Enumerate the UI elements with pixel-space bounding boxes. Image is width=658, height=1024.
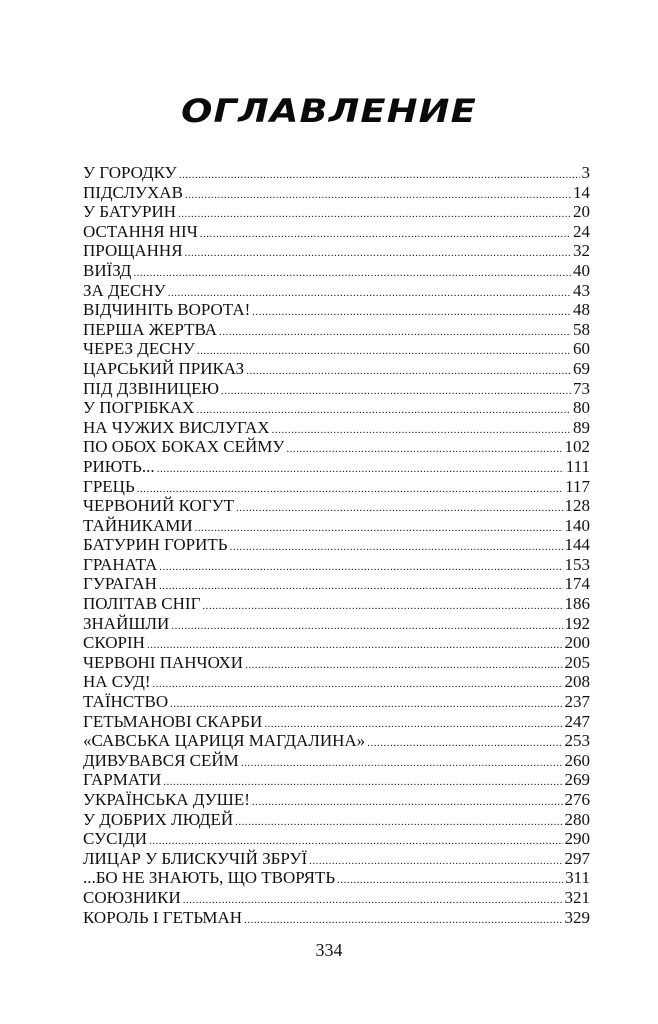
toc-entry-title: ЗА ДЕСНУ bbox=[83, 280, 166, 300]
toc-dot-leader bbox=[195, 519, 563, 539]
toc-dot-leader bbox=[185, 244, 571, 264]
toc-entry-title: ЦАРСЬКИЙ ПРИКАЗ bbox=[83, 358, 245, 378]
toc-entry-title: «САВСЬКА ЦАРИЦЯ МАГДАЛИНА» bbox=[83, 731, 366, 751]
toc-entry-title: У ПОГРІБКАХ bbox=[83, 398, 195, 418]
toc-entry-page: 205 bbox=[564, 652, 590, 672]
toc-entry-page: 3 bbox=[581, 163, 590, 182]
toc-entry-title: СУСІДИ bbox=[83, 829, 148, 849]
toc-entry bbox=[83, 712, 590, 732]
toc-dot-leader bbox=[252, 303, 571, 323]
toc-dot-leader bbox=[235, 813, 562, 833]
toc-entry bbox=[83, 770, 590, 790]
toc-entry bbox=[83, 163, 590, 183]
toc-entry-page: 237 bbox=[564, 692, 590, 712]
toc-entry bbox=[83, 281, 590, 301]
toc-entry-title: ЗНАЙШЛИ bbox=[83, 613, 170, 633]
toc-entry-title: У ДОБРИХ ЛЮДЕЙ bbox=[83, 809, 234, 829]
toc-entry bbox=[83, 202, 590, 222]
toc-entry bbox=[83, 457, 590, 477]
toc-entry-page: 117 bbox=[565, 476, 590, 496]
toc-entry-title: СКОРІН bbox=[83, 633, 145, 653]
toc-entry-title: ВИЇЗД bbox=[83, 260, 132, 280]
toc-entry bbox=[83, 320, 590, 340]
toc-dot-leader bbox=[221, 382, 571, 402]
toc-entry-page: 80 bbox=[573, 398, 590, 418]
toc-dot-leader bbox=[252, 793, 563, 813]
toc-entry-page: 253 bbox=[564, 731, 590, 751]
toc-dot-leader bbox=[197, 342, 571, 362]
toc-entry-page: 311 bbox=[565, 868, 590, 888]
toc-entry-title: ...БО НЕ ЗНАЮТЬ, ЩО ТВОРЯТЬ bbox=[83, 868, 336, 888]
toc-entry bbox=[83, 731, 590, 751]
toc-dot-leader bbox=[236, 499, 562, 519]
toc-entry-title: НА ЧУЖИХ ВИСЛУГАХ bbox=[83, 417, 270, 437]
toc-entry-title: ВІДЧИНІТЬ ВОРОТА! bbox=[83, 300, 251, 320]
toc-dot-leader bbox=[309, 852, 562, 872]
toc-entry-title: РИЮТЬ... bbox=[83, 456, 155, 476]
toc-entry bbox=[83, 496, 590, 516]
toc-entry-page: 58 bbox=[573, 319, 590, 339]
toc-entry-page: 290 bbox=[564, 829, 590, 849]
toc-entry bbox=[83, 241, 590, 261]
toc-entry bbox=[83, 829, 590, 849]
toc-entry bbox=[83, 653, 590, 673]
toc-entry-page: 174 bbox=[564, 574, 590, 594]
toc-entry-title: ПО ОБОХ БОКАХ СЕЙМУ bbox=[83, 437, 285, 457]
toc-entry-title: ГРАНАТА bbox=[83, 554, 158, 574]
toc-entry bbox=[83, 633, 590, 653]
toc-dot-leader bbox=[159, 577, 563, 597]
toc-dot-leader bbox=[133, 264, 571, 284]
toc-dot-leader bbox=[178, 205, 571, 225]
toc-dot-leader bbox=[185, 186, 571, 206]
toc-entry-title: ТАЙНИКАМИ bbox=[83, 515, 193, 535]
toc-entry bbox=[83, 516, 590, 536]
toc-entry-title: ГАРМАТИ bbox=[83, 770, 162, 790]
toc-entry-page: 276 bbox=[564, 790, 590, 809]
toc-entry bbox=[83, 222, 590, 242]
toc-entry bbox=[83, 849, 590, 869]
toc-entry-page: 89 bbox=[573, 417, 590, 437]
toc-entry bbox=[83, 398, 590, 418]
toc-entry-page: 60 bbox=[573, 339, 590, 359]
toc-entry bbox=[83, 672, 590, 692]
toc-entry-page: 200 bbox=[564, 633, 590, 653]
toc-entry-page: 24 bbox=[573, 221, 590, 241]
toc-entry-page: 128 bbox=[564, 496, 590, 516]
toc-entry-title: СОЮЗНИКИ bbox=[83, 887, 181, 907]
toc-entry bbox=[83, 868, 590, 888]
toc-entry bbox=[83, 751, 590, 771]
toc-entry-page: 69 bbox=[573, 358, 590, 378]
toc-entry-page: 102 bbox=[564, 437, 590, 457]
toc-entry-page: 20 bbox=[573, 202, 590, 222]
toc-dot-leader bbox=[245, 656, 562, 676]
toc-entry-page: 247 bbox=[564, 711, 590, 731]
toc-dot-leader bbox=[202, 597, 562, 617]
page-title: ОГЛАВЛЕНИЕ bbox=[181, 92, 477, 130]
toc-entry bbox=[83, 261, 590, 281]
toc-entry-page: 329 bbox=[564, 907, 590, 927]
toc-entry bbox=[83, 418, 590, 438]
toc-entry-page: 73 bbox=[573, 378, 590, 398]
toc-dot-leader bbox=[230, 538, 563, 558]
toc-entry-title: ЛИЦАР У БЛИСКУЧІЙ ЗБРУЇ bbox=[83, 848, 308, 868]
toc-entry bbox=[83, 908, 590, 928]
toc-entry bbox=[83, 888, 590, 908]
toc-entry-page: 32 bbox=[573, 241, 590, 261]
toc-entry-title: ПІД ДЗВІНИЦЕЮ bbox=[83, 378, 220, 398]
toc-entry bbox=[83, 692, 590, 712]
toc-entry-title: ГЕТЬМАНОВІ СКАРБИ bbox=[83, 711, 263, 731]
toc-dot-leader bbox=[272, 421, 571, 441]
toc-entry-title: ЧЕРВОНІ ПАНЧОХИ bbox=[83, 652, 244, 672]
toc-entry-title: ТАЇНСТВО bbox=[83, 692, 169, 712]
toc-dot-leader bbox=[159, 558, 562, 578]
toc-entry-page: 144 bbox=[564, 535, 590, 555]
toc-entry-page: 269 bbox=[564, 770, 590, 790]
toc-entry-title: НА СУД! bbox=[83, 672, 151, 692]
toc-entry-title: КОРОЛЬ І ГЕТЬМАН bbox=[83, 907, 243, 927]
toc-dot-leader bbox=[200, 225, 571, 245]
toc-entry-title: ГРЕЦЬ bbox=[83, 476, 135, 496]
toc-entry-title: ОСТАННЯ НІЧ bbox=[83, 221, 198, 241]
toc-entry-page: 43 bbox=[573, 280, 590, 300]
toc-entry bbox=[83, 477, 590, 497]
toc-entry-page: 140 bbox=[564, 515, 590, 535]
toc-entry-page: 153 bbox=[564, 554, 590, 574]
toc-entry bbox=[83, 535, 590, 555]
toc-entry bbox=[83, 379, 590, 399]
toc-entry bbox=[83, 300, 590, 320]
toc-dot-leader bbox=[286, 440, 562, 460]
toc-entry bbox=[83, 614, 590, 634]
toc-dot-leader bbox=[337, 871, 563, 891]
toc-dot-leader bbox=[246, 362, 571, 382]
toc-entry-title: У ГОРОДКУ bbox=[83, 163, 177, 182]
toc-entry-title: ДИВУВАВСЯ СЕЙМ bbox=[83, 750, 239, 770]
toc-entry-page: 48 bbox=[573, 300, 590, 320]
toc-entry-page: 40 bbox=[573, 260, 590, 280]
toc-dot-leader bbox=[219, 323, 571, 343]
toc-entry-page: 297 bbox=[564, 848, 590, 868]
toc-entry bbox=[83, 555, 590, 575]
toc-entry-page: 208 bbox=[564, 672, 590, 692]
toc-dot-leader bbox=[179, 166, 580, 186]
toc-entry-page: 14 bbox=[573, 182, 590, 202]
toc-dot-leader bbox=[244, 911, 562, 931]
toc-entry-title: У БАТУРИН bbox=[83, 202, 177, 222]
toc-dot-leader bbox=[153, 675, 563, 695]
toc-entry bbox=[83, 574, 590, 594]
page-number: 334 bbox=[315, 940, 343, 960]
table-of-contents bbox=[83, 163, 590, 927]
toc-entry bbox=[83, 339, 590, 359]
toc-entry-title: ЧЕРЕЗ ДЕСНУ bbox=[83, 339, 195, 359]
toc-entry-title: УКРАЇНСЬКА ДУШЕ! bbox=[83, 790, 250, 809]
toc-entry bbox=[83, 594, 590, 614]
toc-entry-title: ЧЕРВОНИЙ КОГУТ bbox=[83, 496, 235, 516]
toc-entry bbox=[83, 790, 590, 810]
toc-entry-page: 280 bbox=[564, 809, 590, 829]
toc-entry bbox=[83, 810, 590, 830]
toc-entry-page: 321 bbox=[564, 887, 590, 907]
toc-dot-leader bbox=[241, 754, 563, 774]
toc-entry-title: ПРОЩАННЯ bbox=[83, 241, 183, 261]
toc-entry-title: БАТУРИН ГОРИТЬ bbox=[83, 535, 228, 555]
toc-entry bbox=[83, 183, 590, 203]
toc-entry-page: 192 bbox=[564, 613, 590, 633]
toc-entry-title: ПЕРША ЖЕРТВА bbox=[83, 319, 217, 339]
toc-entry-page: 260 bbox=[564, 750, 590, 770]
toc-entry bbox=[83, 359, 590, 379]
toc-entry-page: 111 bbox=[565, 456, 590, 476]
toc-dot-leader bbox=[157, 460, 564, 480]
toc-entry-page: 186 bbox=[564, 594, 590, 614]
toc-entry-title: ПІДСЛУХАВ bbox=[83, 182, 183, 202]
toc-entry bbox=[83, 437, 590, 457]
toc-entry-title: ГУРАГАН bbox=[83, 574, 157, 594]
toc-dot-leader bbox=[171, 617, 562, 637]
toc-entry-title: ПОЛІТАВ СНІГ bbox=[83, 594, 201, 614]
toc-dot-leader bbox=[367, 734, 562, 754]
